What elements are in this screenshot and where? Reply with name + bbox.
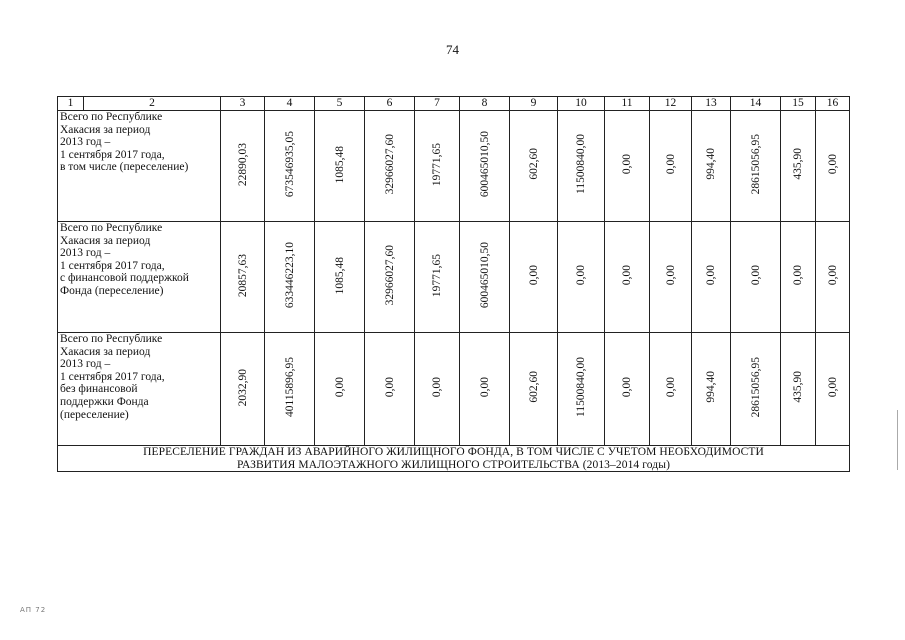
cell-value: 19771,65 bbox=[431, 142, 443, 186]
value-cell bbox=[510, 111, 558, 222]
cell-value: 0,00 bbox=[575, 265, 587, 286]
value-cell bbox=[365, 222, 415, 333]
value-cell bbox=[265, 333, 315, 446]
header-cell: 13 bbox=[692, 97, 731, 111]
cell-value: 40115896,95 bbox=[283, 357, 296, 418]
cell-value: 0,00 bbox=[705, 265, 717, 286]
value-cell bbox=[510, 333, 558, 446]
value-cell bbox=[221, 111, 265, 222]
header-cell: 8 bbox=[460, 97, 510, 111]
value-cell bbox=[816, 111, 850, 222]
value-cell bbox=[315, 333, 365, 446]
value-cell bbox=[731, 333, 781, 446]
row-label-line: 2013 год – bbox=[60, 358, 111, 371]
cell-value: 435,90 bbox=[792, 371, 804, 404]
cell-value: 11500840,00 bbox=[575, 357, 587, 418]
header-cell: 15 bbox=[781, 97, 816, 111]
value-cell bbox=[816, 333, 850, 446]
cell-value: 28615056,95 bbox=[749, 357, 762, 418]
cell-value: 0,00 bbox=[664, 265, 677, 286]
cell-value: 435,90 bbox=[792, 148, 804, 181]
cell-value: 0,00 bbox=[333, 377, 346, 398]
header-cell: 11 bbox=[605, 97, 650, 111]
value-cell bbox=[781, 333, 816, 446]
cell-value: 0,00 bbox=[826, 265, 839, 286]
cell-value: 1085,48 bbox=[333, 256, 346, 294]
cell-value: 20857,63 bbox=[236, 253, 249, 297]
value-cell bbox=[415, 222, 460, 333]
cell-value: 0,00 bbox=[792, 265, 804, 286]
value-cell bbox=[221, 333, 265, 446]
value-cell bbox=[558, 222, 605, 333]
value-cell bbox=[692, 333, 731, 446]
section-heading-line: ПЕРЕСЕЛЕНИЕ ГРАЖДАН ИЗ АВАРИЙНОГО ЖИЛИЩНОГО ФОНДА, В ТОМ ЧИСЛЕ С УЧЕТОМ НЕОБХОДИМОСТИ bbox=[143, 446, 764, 458]
value-cell bbox=[365, 111, 415, 222]
row-label-line: без финансовой bbox=[60, 383, 138, 396]
header-cell: 16 bbox=[816, 97, 850, 111]
cell-value: 0,00 bbox=[664, 154, 677, 175]
header-cell: 4 bbox=[265, 97, 315, 111]
value-cell bbox=[460, 222, 510, 333]
cell-value: 22890,03 bbox=[236, 142, 249, 186]
row-label-line: 2013 год – bbox=[60, 247, 111, 260]
value-cell bbox=[558, 333, 605, 446]
value-cell bbox=[365, 333, 415, 446]
cell-value: 32966027,60 bbox=[383, 245, 396, 306]
section-heading bbox=[58, 446, 850, 472]
scan-edge-line bbox=[897, 410, 898, 470]
value-cell bbox=[650, 111, 692, 222]
cell-value: 0,00 bbox=[826, 377, 839, 398]
row-label bbox=[58, 111, 221, 222]
cell-value: 600465010,50 bbox=[478, 242, 491, 309]
value-cell bbox=[265, 222, 315, 333]
cell-value: 28615056,95 bbox=[749, 134, 762, 195]
value-cell bbox=[731, 111, 781, 222]
cell-value: 0,00 bbox=[664, 377, 677, 398]
page-number: 74 bbox=[446, 42, 459, 57]
row-label-line: 1 сентября 2017 года, bbox=[60, 259, 165, 272]
row-label-line: Всего по Республике bbox=[60, 222, 163, 234]
data-table bbox=[57, 96, 850, 472]
value-cell bbox=[558, 111, 605, 222]
header-cell: 7 bbox=[415, 97, 460, 111]
cell-value: 32966027,60 bbox=[383, 134, 396, 195]
header-cell: 9 bbox=[510, 97, 558, 111]
header-row bbox=[58, 97, 850, 111]
value-cell bbox=[781, 111, 816, 222]
cell-value: 0,00 bbox=[527, 265, 540, 286]
value-cell bbox=[510, 222, 558, 333]
row-label-line: Всего по Республике bbox=[60, 333, 163, 345]
value-cell bbox=[650, 222, 692, 333]
row-label-line: Фонда (переселение) bbox=[60, 284, 164, 297]
cell-value: 0,00 bbox=[826, 154, 839, 175]
row-label-line: Хакасия за период bbox=[60, 234, 151, 247]
value-cell bbox=[460, 333, 510, 446]
value-cell bbox=[460, 111, 510, 222]
row-label-line: Хакасия за период bbox=[60, 123, 151, 136]
value-cell bbox=[315, 222, 365, 333]
cell-value: 633446223,10 bbox=[283, 242, 296, 309]
value-cell bbox=[315, 111, 365, 222]
cell-value: 0,00 bbox=[749, 265, 762, 286]
cell-value: 673546935,05 bbox=[283, 131, 296, 198]
table-row bbox=[58, 333, 850, 446]
row-label-line: в том числе (переселение) bbox=[60, 161, 189, 174]
row-label-line: Всего по Республике bbox=[60, 111, 163, 123]
value-cell bbox=[731, 222, 781, 333]
header-cell: 2 bbox=[84, 97, 221, 111]
value-cell bbox=[650, 333, 692, 446]
cell-value: 1085,48 bbox=[333, 145, 346, 183]
cell-value: 19771,65 bbox=[431, 253, 443, 297]
cell-value: 600465010,50 bbox=[478, 131, 491, 198]
cell-value: 994,40 bbox=[705, 148, 717, 181]
header-cell: 3 bbox=[221, 97, 265, 111]
cell-value: 2032,90 bbox=[236, 368, 249, 406]
table-row bbox=[58, 222, 850, 333]
cell-value: 602,60 bbox=[527, 371, 540, 404]
value-cell bbox=[265, 111, 315, 222]
corner-mark: АП 72 bbox=[20, 606, 47, 614]
section-footer-row bbox=[58, 446, 850, 472]
value-cell bbox=[692, 111, 731, 222]
value-cell bbox=[692, 222, 731, 333]
value-cell bbox=[605, 333, 650, 446]
cell-value: 0,00 bbox=[621, 154, 633, 175]
header-cell: 12 bbox=[650, 97, 692, 111]
row-label-line: 1 сентября 2017 года, bbox=[60, 370, 165, 383]
cell-value: 11500840,00 bbox=[575, 134, 587, 195]
value-cell bbox=[605, 222, 650, 333]
header-cell: 5 bbox=[315, 97, 365, 111]
cell-value: 602,60 bbox=[527, 148, 540, 181]
header-cell: 10 bbox=[558, 97, 605, 111]
row-label bbox=[58, 333, 221, 446]
header-cell: 14 bbox=[731, 97, 781, 111]
header-cell: 6 bbox=[365, 97, 415, 111]
value-cell bbox=[605, 111, 650, 222]
value-cell bbox=[781, 222, 816, 333]
row-label bbox=[58, 222, 221, 333]
cell-value: 0,00 bbox=[621, 265, 633, 286]
value-cell bbox=[816, 222, 850, 333]
table-row bbox=[58, 111, 850, 222]
header-cell: 1 bbox=[58, 97, 84, 111]
row-label-line: Хакасия за период bbox=[60, 345, 151, 358]
cell-value: 0,00 bbox=[431, 377, 443, 398]
value-cell bbox=[415, 333, 460, 446]
cell-value: 994,40 bbox=[705, 371, 717, 404]
value-cell bbox=[221, 222, 265, 333]
row-label-line: 1 сентября 2017 года, bbox=[60, 148, 165, 161]
row-label-line: поддержки Фонда bbox=[60, 395, 149, 408]
row-label-line: (переселение) bbox=[60, 408, 129, 421]
cell-value: 0,00 bbox=[478, 377, 491, 398]
row-label-line: с финансовой поддержкой bbox=[60, 272, 189, 285]
section-heading-line: РАЗВИТИЯ МАЛОЭТАЖНОГО ЖИЛИЩНОГО СТРОИТЕЛЬСТВА (2013–2014 годы) bbox=[236, 458, 671, 471]
cell-value: 0,00 bbox=[621, 377, 633, 398]
value-cell bbox=[415, 111, 460, 222]
row-label-line: 2013 год – bbox=[60, 136, 111, 149]
cell-value: 0,00 bbox=[383, 377, 396, 398]
